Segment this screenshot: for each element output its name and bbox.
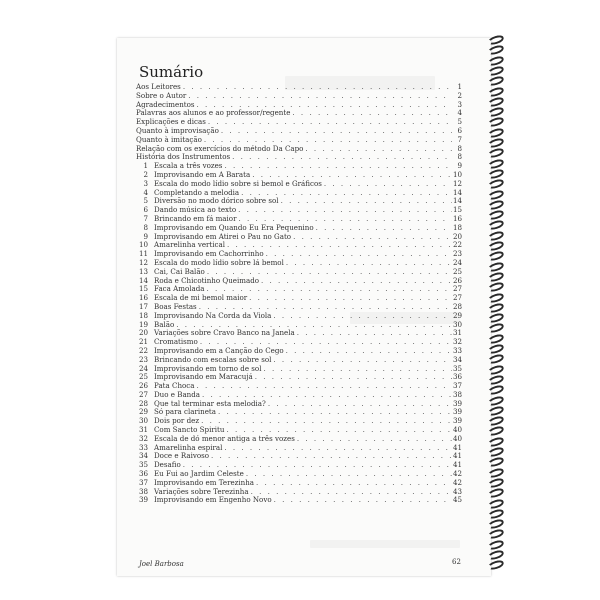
toc-entry-page: 40 [452,433,462,443]
toc-entry-label: Cai, Cai Balão [154,266,205,276]
toc-entry-page: 6 [457,125,462,135]
spiral-coil [487,219,505,232]
spiral-coil [487,209,505,222]
toc-entry-page: 30 [452,319,462,329]
spiral-coil [487,157,505,170]
toc-entry-label: Explicações e dicas [136,117,206,127]
toc-entry-page: 45 [452,495,462,505]
toc-entry-page: 39 [452,416,462,426]
toc-entry-number: 23 [138,354,148,364]
toc-entry-number: 9 [143,231,148,241]
toc-entry-label: Improvisando em Terezinha [154,477,255,487]
toc-entry-number: 3 [143,178,148,188]
spiral-coil [487,343,505,356]
toc-entry-label: Aos Leitores [136,82,181,91]
toc-entry-number: 15 [138,284,148,294]
toc-entry-label: História dos Instrumentos [136,152,231,162]
toc-entry-label: Balão [154,319,175,329]
dot-leader [249,294,452,303]
toc-entry-label: Amarelinha espiral [154,442,223,452]
toc-entry-page: 23 [452,249,462,259]
toc-entry-page: 18 [452,222,462,232]
toc-entry-page: 43 [452,486,462,496]
toc-entry-page: 36 [452,372,462,382]
toc-entry-number: 20 [138,328,148,338]
spiral-coil [487,96,505,109]
dot-leader [281,197,452,206]
dot-leader [232,153,452,162]
toc-entry-number: 39 [138,495,148,505]
toc-entry-number: 30 [138,416,148,426]
toc-entry-page: 8 [457,143,462,153]
toc-entry-page: 24 [452,257,462,267]
toc-entry-page: 39 [452,398,462,408]
toc-entry-label: Escala de dó menor antiga a três vozes [154,433,295,443]
dot-leader [293,233,452,242]
spiral-coil [487,456,505,469]
toc-entry-label: Brincando com escalas sobre sol [154,354,272,364]
toc-entry-page: 41 [452,451,462,461]
spiral-coil [487,240,505,253]
toc-entry-label: Improvisando em Cachorrinho [154,249,264,259]
toc-entry-page: 15 [452,205,462,215]
spiral-coil [487,446,505,459]
dot-leader [297,435,452,444]
toc-entry-label: Relação com os exercícios do método Da Capo [136,143,304,153]
toc-entry-label: Variações sobre Terezinha [154,486,249,496]
spiral-coil [487,34,505,47]
dot-leader [201,417,452,426]
toc-entry-page: 31 [452,328,462,338]
toc-entry-number: 34 [138,451,148,461]
dot-leader [211,452,452,461]
toc-entry-number: 6 [143,205,148,215]
toc-entry-number: 5 [143,196,148,206]
spiral-coil [487,538,505,551]
dot-leader [183,83,452,92]
spiral-coil [487,75,505,88]
toc-entry-page: 2 [457,90,462,100]
spiral-coil [487,384,505,397]
toc-entry-label: Improvisando em Atirei o Pau no Gato [154,231,292,241]
page-title: Sumário [139,63,204,81]
toc-entry-label: Escala a três vozes [154,161,223,171]
dot-leader [246,470,452,479]
spiral-coil [487,116,505,129]
toc-entry-page: 40 [452,425,462,435]
toc-entry-page: 10 [452,169,462,179]
table-of-contents [136,83,462,505]
spiral-coil [487,497,505,510]
spiral-coil [487,65,505,78]
spiral-coil [487,229,505,242]
toc-entry-page: 41 [452,442,462,452]
toc-entry-page: 28 [452,301,462,311]
toc-entry-number: 11 [138,249,148,259]
dot-leader [208,118,452,127]
spiral-coil [487,188,505,201]
dot-leader [286,347,452,356]
dot-leader [224,444,452,453]
toc-entry-label: Escala de mi bemol maior [154,293,248,303]
spiral-coil [487,291,505,304]
toc-entry-page: 33 [452,345,462,355]
toc-entry-label: Escala do modo lídio sobre lá bemol [154,257,284,267]
spiral-coil [487,353,505,366]
spiral-coil [487,168,505,181]
toc-entry-label: Só para clarineta [154,407,217,417]
toc-entry-number: 38 [138,486,148,496]
spiral-coil [487,147,505,160]
dot-leader [197,382,453,391]
spiral-coil [487,477,505,490]
toc-entry-number: 16 [138,293,148,303]
toc-entry-number: 14 [138,275,148,285]
toc-entry-number: 10 [138,240,148,250]
spiral-coil [487,394,505,407]
spiral-coil [487,363,505,376]
toc-entry-page: 16 [452,213,462,223]
toc-entry-label: Agradecimentos [136,99,195,109]
toc-entry-page: 34 [452,354,462,364]
dot-leader [251,488,452,497]
toc-entry-page: 22 [452,240,462,250]
toc-entry-label: Quanto à improvisação [136,125,219,135]
toc-entry-page: 4 [457,108,462,118]
toc-entry-number: 8 [143,222,148,232]
toc-entry-label: Boas Festas [154,301,197,311]
toc-entry-page: 41 [452,460,462,470]
dot-leader [238,206,452,215]
toc-entry-page: 37 [452,381,462,391]
toc-entry-number: 27 [138,389,148,399]
toc-entry-label: Variações sobre Cravo Banco na Janela [154,328,295,338]
dot-leader [221,127,452,136]
toc-entry-label: Improvisando em Engenho Novo [154,495,272,505]
toc-entry-number: 31 [138,425,148,435]
toc-entry-page: 32 [452,337,462,347]
toc-entry-label: Dois por dez [154,416,200,426]
toc-entry-page: 7 [457,134,462,144]
toc-entry-label: Doce e Raivoso [154,451,210,461]
toc-entry-number: 1 [143,161,148,171]
toc-entry-label: Improvisando em A Barata [154,169,251,179]
spiral-coil [487,322,505,335]
toc-entry-page: 14 [452,187,462,197]
spiral-coil [487,374,505,387]
toc-entry-page: 39 [452,407,462,417]
toc-entry-label: Duo e Banda [154,389,201,399]
spiral-coil [487,487,505,500]
toc-entry-number: 22 [138,345,148,355]
dot-leader [266,250,452,259]
toc-entry-page: 25 [452,266,462,276]
toc-entry-label: Sobre o Autor [136,90,187,100]
spiral-coil [487,126,505,139]
spiral-coil [487,549,505,562]
dot-leader [305,145,452,154]
spiral-coil [487,312,505,325]
toc-entry-label: Quanto à imitação [136,134,202,144]
toc-entry-label: Que tal terminar esta melodia? [154,398,266,408]
toc-entry-number: 2 [143,169,148,179]
spiral-coil [487,271,505,284]
toc-entry-number: 4 [143,187,148,197]
toc-entry-number: 12 [138,257,148,267]
toc-entry-number: 37 [138,477,148,487]
footer-author: Joel Barbosa [139,560,184,568]
toc-entry [136,496,462,505]
toc-entry-label: Improvisando em Quando Eu Era Pequenino [154,222,314,232]
toc-entry-number: 18 [138,310,148,320]
toc-entry-label: Eu Fui ao Jardim Celeste [154,469,244,479]
toc-entry-label: Dando música ao texto [154,205,237,215]
toc-entry-number: 29 [138,407,148,417]
toc-entry-page: 5 [457,117,462,127]
toc-entry-number: 21 [138,337,148,347]
toc-entry-label: Desafio [154,460,181,470]
toc-entry-number: 35 [138,460,148,470]
spiral-coil [487,435,505,448]
spiral-coil [487,508,505,521]
spiral-coil [487,178,505,191]
toc-entry-number: 24 [138,363,148,373]
toc-entry-page: 27 [452,284,462,294]
toc-entry-label: Improvisando em torno de sol [154,363,262,373]
toc-entry-number: 32 [138,433,148,443]
spiral-coil [487,137,505,150]
spiral-coil [487,281,505,294]
spiral-coil [487,559,505,572]
toc-entry-number: 33 [138,442,148,452]
toc-entry-page: 26 [452,275,462,285]
toc-entry [136,312,462,321]
toc-entry-page: 3 [457,99,462,109]
dot-leader [324,180,452,189]
toc-entry-label: Palavras aos alunos e ao professor/regente [136,108,291,118]
dot-leader [188,92,452,101]
toc-entry-label: Brincando em fá maior [154,213,237,223]
dot-leader [292,109,452,118]
dot-leader [268,400,452,409]
spiral-binding [484,36,506,576]
toc-entry-number: 13 [138,266,148,276]
toc-entry-number: 26 [138,381,148,391]
spiral-coil [487,405,505,418]
dot-leader [316,224,452,233]
spiral-coil [487,302,505,315]
toc-entry-label: Improvisando em a Canção do Cego [154,345,284,355]
toc-entry-page: 42 [452,469,462,479]
toc-entry-label: Completando a melodia [154,187,240,197]
spiral-coil [487,466,505,479]
footer-page-number: 62 [452,558,461,566]
toc-entry-page: 27 [452,293,462,303]
toc-entry-label: Improvisando Na Corda da Viola [154,310,272,320]
toc-entry-label: Com Sancto Spiritu [154,425,225,435]
toc-entry-page: 20 [452,231,462,241]
toc-entry-page: 42 [452,477,462,487]
toc-entry-label: Improvisando em Maracujá [154,372,253,382]
toc-entry-page: 38 [452,389,462,399]
toc-entry-page: 14 [452,196,462,206]
spiral-coil [487,528,505,541]
toc-entry-page: 9 [457,161,462,171]
spiral-coil [487,425,505,438]
toc-entry-number: 17 [138,301,148,311]
toc-entry-page: 35 [452,363,462,373]
spiral-coil [487,260,505,273]
spiral-coil [487,199,505,212]
spiral-coil [487,415,505,428]
dot-leader [263,365,452,374]
toc-entry-number: 19 [138,319,148,329]
toc-entry-number: 7 [143,213,148,223]
toc-entry-label: Roda e Chicotinho Queimado [154,275,259,285]
spiral-coil [487,332,505,345]
dot-leader [256,479,452,488]
toc-entry-label: Amarelinha vertical [154,240,226,250]
dot-leader [297,329,452,338]
toc-entry-page: 12 [452,178,462,188]
toc-entry-number: 28 [138,398,148,408]
spiral-coil [487,518,505,531]
spiral-coil [487,106,505,119]
dot-leader [274,496,452,505]
toc-entry-label: Faca Amolada [154,284,205,294]
dot-leader [255,373,452,382]
dot-leader [286,259,452,268]
dot-leader [261,277,452,286]
dot-leader [273,312,452,321]
spiral-coil [487,250,505,263]
toc-entry-page: 8 [457,152,462,162]
toc-entry-number: 36 [138,469,148,479]
toc-entry-label: Pata Choca [154,381,195,391]
toc-entry-page: 29 [452,310,462,320]
toc-entry-label: Diversão no modo dórico sobre sol [154,196,279,206]
spiral-coil [487,54,505,67]
toc-entry-label: Cromatismo [154,337,198,347]
spiral-coil [487,85,505,98]
toc-entry [136,452,462,461]
toc-entry-label: Escala do modo lídio sobre si bemol e Gráficos [154,178,322,188]
dot-leader [224,162,452,171]
toc-entry-page: 1 [457,82,462,91]
dot-leader [273,356,452,365]
show-through-shadow [310,540,460,548]
spiral-coil [487,44,505,57]
toc-entry-number: 25 [138,372,148,382]
dot-leader [218,408,452,417]
